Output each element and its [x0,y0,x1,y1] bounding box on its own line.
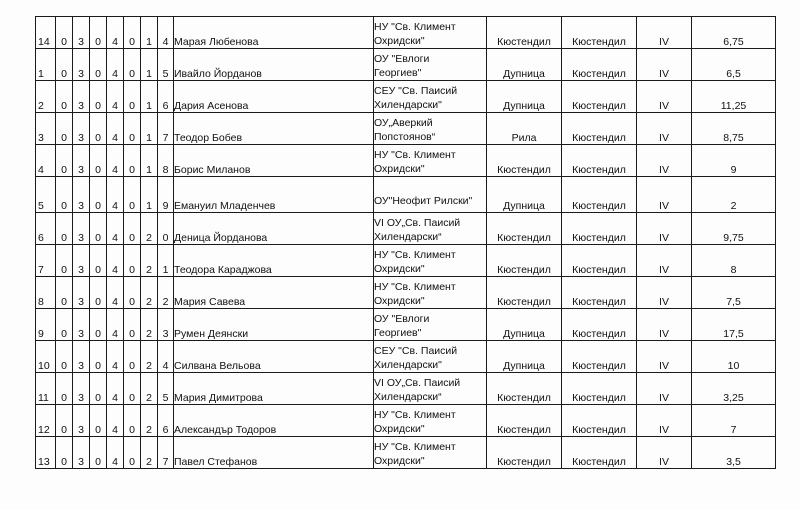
code-digit-cell: 0 [56,245,73,277]
code-digit-cell: 4 [158,17,174,49]
code-digit-cell: 5 [36,177,56,213]
municipality-cell: Кюстендил [487,245,562,277]
code-digit-cell: 1 [141,17,158,49]
code-digit-cell: 12 [36,405,56,437]
table-row [36,245,776,277]
code-digit-cell: 0 [124,81,141,113]
school-line-1: СЕУ "Св. Паисий [374,345,458,357]
school-line-1: НУ "Св. Климент [374,149,456,161]
code-digit-cell: 10 [36,341,56,373]
code-digit-cell: 3 [73,145,90,177]
code-digit-cell: 3 [73,341,90,373]
code-digit-cell: 0 [124,113,141,145]
code-digit-cell: 0 [90,81,107,113]
code-digit-cell: 6 [158,81,174,113]
code-digit-cell: 6 [36,213,56,245]
code-digit-cell: 0 [124,373,141,405]
code-digit-cell: 1 [141,177,158,213]
school-line-1: СЕУ "Св. Паисий [374,85,458,97]
code-digit-cell: 0 [124,245,141,277]
code-digit-cell: 3 [73,213,90,245]
school-line-2: Охридски" [374,163,425,175]
code-digit-cell: 0 [90,437,107,469]
code-digit-cell: 2 [141,277,158,309]
code-digit-cell: 3 [73,177,90,213]
school-line-1: VI ОУ„Св. Паисий [374,217,461,229]
code-digit-cell: 3 [73,405,90,437]
school-line-1: НУ "Св. Климент [374,441,456,453]
code-digit-cell: 8 [36,277,56,309]
student-name-cell: Деница Йорданова [174,213,374,245]
code-digit-cell: 0 [56,17,73,49]
class-cell: IV [637,405,692,437]
student-name-cell: Дария Асенова [174,81,374,113]
table-row [36,437,776,469]
school-line-2: Охридски" [374,263,425,275]
code-digit-cell: 11 [36,373,56,405]
code-digit-cell: 0 [90,341,107,373]
code-digit-cell: 4 [107,309,124,341]
code-digit-cell: 0 [90,177,107,213]
code-digit-cell: 0 [56,177,73,213]
student-name-cell: Теодор Бобев [174,113,374,145]
score-cell: 6,5 [692,49,776,81]
code-digit-cell: 6 [158,405,174,437]
code-digit-cell: 0 [90,373,107,405]
code-digit-cell: 4 [107,437,124,469]
school-cell [374,341,487,373]
school-cell [374,213,487,245]
school-cell [374,437,487,469]
school-line-2: Хилендарски" [374,359,442,371]
code-digit-cell: 0 [56,437,73,469]
school-line-1: ОУ„Аверкий [374,117,433,129]
school-cell [374,49,487,81]
code-digit-cell: 0 [124,341,141,373]
school-line-2: Охридски" [374,455,425,467]
table-row [36,145,776,177]
class-cell: IV [637,437,692,469]
code-digit-cell: 0 [124,213,141,245]
town-cell: Кюстендил [562,81,637,113]
code-digit-cell: 2 [36,81,56,113]
code-digit-cell: 4 [107,177,124,213]
school-cell [374,245,487,277]
student-name-cell: Павел Стефанов [174,437,374,469]
municipality-cell: Кюстендил [487,17,562,49]
school-cell [374,309,487,341]
code-digit-cell: 3 [158,309,174,341]
school-cell [374,277,487,309]
school-line-2: Хилендарски“ [374,391,442,403]
code-digit-cell: 3 [73,81,90,113]
class-cell: IV [637,373,692,405]
code-digit-cell: 3 [73,277,90,309]
municipality-cell: Кюстендил [487,437,562,469]
code-digit-cell: 1 [36,49,56,81]
town-cell: Кюстендил [562,177,637,213]
code-digit-cell: 0 [124,49,141,81]
table-row [36,405,776,437]
code-digit-cell: 9 [36,309,56,341]
code-digit-cell: 4 [107,49,124,81]
code-digit-cell: 0 [90,309,107,341]
school-cell [374,405,487,437]
student-name-cell: Марая Любенова [174,17,374,49]
table-row [36,177,776,213]
code-digit-cell: 2 [141,341,158,373]
code-digit-cell: 0 [124,437,141,469]
code-digit-cell: 3 [73,17,90,49]
municipality-cell: Кюстендил [487,213,562,245]
code-digit-cell: 0 [90,145,107,177]
code-digit-cell: 0 [124,177,141,213]
score-cell: 10 [692,341,776,373]
town-cell: Кюстендил [562,309,637,341]
score-cell: 3,25 [692,373,776,405]
code-digit-cell: 0 [124,405,141,437]
school-line-2: Охридски" [374,35,425,47]
code-digit-cell: 3 [73,437,90,469]
school-line-2: Охридски" [374,423,425,435]
town-cell: Кюстендил [562,373,637,405]
school-line-2: Хилендарски“ [374,231,442,243]
code-digit-cell: 0 [90,277,107,309]
school-line-1: ОУ"Неофит Рилски" [374,195,473,207]
code-digit-cell: 1 [141,81,158,113]
town-cell: Кюстендил [562,437,637,469]
score-cell: 8,75 [692,113,776,145]
code-digit-cell: 0 [124,145,141,177]
class-cell: IV [637,213,692,245]
table-row [36,341,776,373]
municipality-cell: Кюстендил [487,373,562,405]
results-table [35,16,776,469]
code-digit-cell: 9 [158,177,174,213]
municipality-cell: Дупница [487,177,562,213]
code-digit-cell: 0 [90,113,107,145]
code-digit-cell: 2 [141,405,158,437]
score-cell: 9 [692,145,776,177]
class-cell: IV [637,17,692,49]
class-cell: IV [637,177,692,213]
code-digit-cell: 7 [158,113,174,145]
score-cell: 2 [692,177,776,213]
score-cell: 8 [692,245,776,277]
class-cell: IV [637,341,692,373]
code-digit-cell: 4 [107,277,124,309]
code-digit-cell: 1 [141,49,158,81]
code-digit-cell: 1 [158,245,174,277]
code-digit-cell: 0 [56,145,73,177]
municipality-cell: Кюстендил [487,405,562,437]
school-cell [374,113,487,145]
student-name-cell: Емануил Младенчев [174,177,374,213]
code-digit-cell: 13 [36,437,56,469]
student-name-cell: Александър Тодоров [174,405,374,437]
table-row [36,373,776,405]
student-name-cell: Борис Миланов [174,145,374,177]
student-name-cell: Румен Деянски [174,309,374,341]
table-row [36,213,776,245]
school-cell [374,81,487,113]
score-cell: 7 [692,405,776,437]
code-digit-cell: 4 [107,17,124,49]
table-row [36,17,776,49]
code-digit-cell: 0 [56,113,73,145]
code-digit-cell: 0 [56,49,73,81]
class-cell: IV [637,309,692,341]
school-line-2: Попстоянов“ [374,131,436,143]
table-row [36,49,776,81]
code-digit-cell: 2 [141,437,158,469]
code-digit-cell: 2 [158,277,174,309]
code-digit-cell: 0 [56,309,73,341]
code-digit-cell: 3 [73,49,90,81]
code-digit-cell: 8 [158,145,174,177]
code-digit-cell: 4 [107,145,124,177]
code-digit-cell: 5 [158,373,174,405]
table-row [36,309,776,341]
school-cell [374,17,487,49]
town-cell: Кюстендил [562,245,637,277]
town-cell: Кюстендил [562,145,637,177]
town-cell: Кюстендил [562,49,637,81]
code-digit-cell: 0 [90,405,107,437]
code-digit-cell: 4 [107,113,124,145]
code-digit-cell: 3 [36,113,56,145]
code-digit-cell: 0 [90,17,107,49]
table-row [36,81,776,113]
code-digit-cell: 0 [56,341,73,373]
table-row [36,277,776,309]
code-digit-cell: 3 [73,373,90,405]
code-digit-cell: 0 [124,309,141,341]
school-cell [374,145,487,177]
code-digit-cell: 0 [158,213,174,245]
school-cell [374,177,487,213]
score-cell: 7,5 [692,277,776,309]
student-name-cell: Ивайло Йорданов [174,49,374,81]
code-digit-cell: 0 [56,373,73,405]
code-digit-cell: 7 [36,245,56,277]
school-line-1: НУ "Св. Климент [374,21,456,33]
code-digit-cell: 4 [107,245,124,277]
school-line-1: ОУ "Евлоги [374,53,430,65]
municipality-cell: Дупница [487,341,562,373]
class-cell: IV [637,49,692,81]
code-digit-cell: 3 [73,245,90,277]
code-digit-cell: 0 [124,277,141,309]
code-digit-cell: 1 [141,145,158,177]
code-digit-cell: 4 [107,373,124,405]
code-digit-cell: 0 [90,213,107,245]
class-cell: IV [637,81,692,113]
code-digit-cell: 0 [56,277,73,309]
code-digit-cell: 0 [56,81,73,113]
school-line-2: Георгиев" [374,327,422,339]
code-digit-cell: 1 [141,113,158,145]
student-name-cell: Мария Димитрова [174,373,374,405]
code-digit-cell: 2 [141,245,158,277]
code-digit-cell: 3 [73,113,90,145]
school-line-2: Георгиев" [374,67,422,79]
town-cell: Кюстендил [562,341,637,373]
student-name-cell: Мария Савева [174,277,374,309]
class-cell: IV [637,113,692,145]
code-digit-cell: 2 [141,309,158,341]
school-line-1: НУ "Св. Климент [374,281,456,293]
score-cell: 6,75 [692,17,776,49]
school-line-1: VI ОУ„Св. Паисий [374,377,461,389]
school-line-2: Охридски" [374,295,425,307]
code-digit-cell: 0 [124,17,141,49]
town-cell: Кюстендил [562,113,637,145]
class-cell: IV [637,277,692,309]
municipality-cell: Дупница [487,309,562,341]
code-digit-cell: 5 [158,49,174,81]
code-digit-cell: 4 [36,145,56,177]
town-cell: Кюстендил [562,277,637,309]
town-cell: Кюстендил [562,213,637,245]
school-line-1: ОУ "Евлоги [374,313,430,325]
code-digit-cell: 4 [107,81,124,113]
score-cell: 17,5 [692,309,776,341]
school-line-2: Хилендарски" [374,99,442,111]
municipality-cell: Дупница [487,49,562,81]
code-digit-cell: 4 [107,405,124,437]
school-line-1: НУ "Св. Климент [374,409,456,421]
code-digit-cell: 2 [141,213,158,245]
municipality-cell: Рила [487,113,562,145]
town-cell: Кюстендил [562,405,637,437]
school-cell [374,373,487,405]
score-cell: 11,25 [692,81,776,113]
municipality-cell: Кюстендил [487,145,562,177]
code-digit-cell: 0 [56,405,73,437]
class-cell: IV [637,245,692,277]
code-digit-cell: 4 [107,213,124,245]
code-digit-cell: 0 [90,49,107,81]
municipality-cell: Кюстендил [487,277,562,309]
code-digit-cell: 0 [90,245,107,277]
student-name-cell: Силвана Вельова [174,341,374,373]
town-cell: Кюстендил [562,17,637,49]
code-digit-cell: 0 [56,213,73,245]
municipality-cell: Дупница [487,81,562,113]
table-body [36,17,776,469]
student-name-cell: Теодора Караджова [174,245,374,277]
score-cell: 9,75 [692,213,776,245]
code-digit-cell: 7 [158,437,174,469]
code-digit-cell: 3 [73,309,90,341]
code-digit-cell: 14 [36,17,56,49]
table-row [36,113,776,145]
code-digit-cell: 2 [141,373,158,405]
code-digit-cell: 4 [107,341,124,373]
class-cell: IV [637,145,692,177]
score-cell: 3,5 [692,437,776,469]
school-line-1: НУ "Св. Климент [374,249,456,261]
code-digit-cell: 4 [158,341,174,373]
